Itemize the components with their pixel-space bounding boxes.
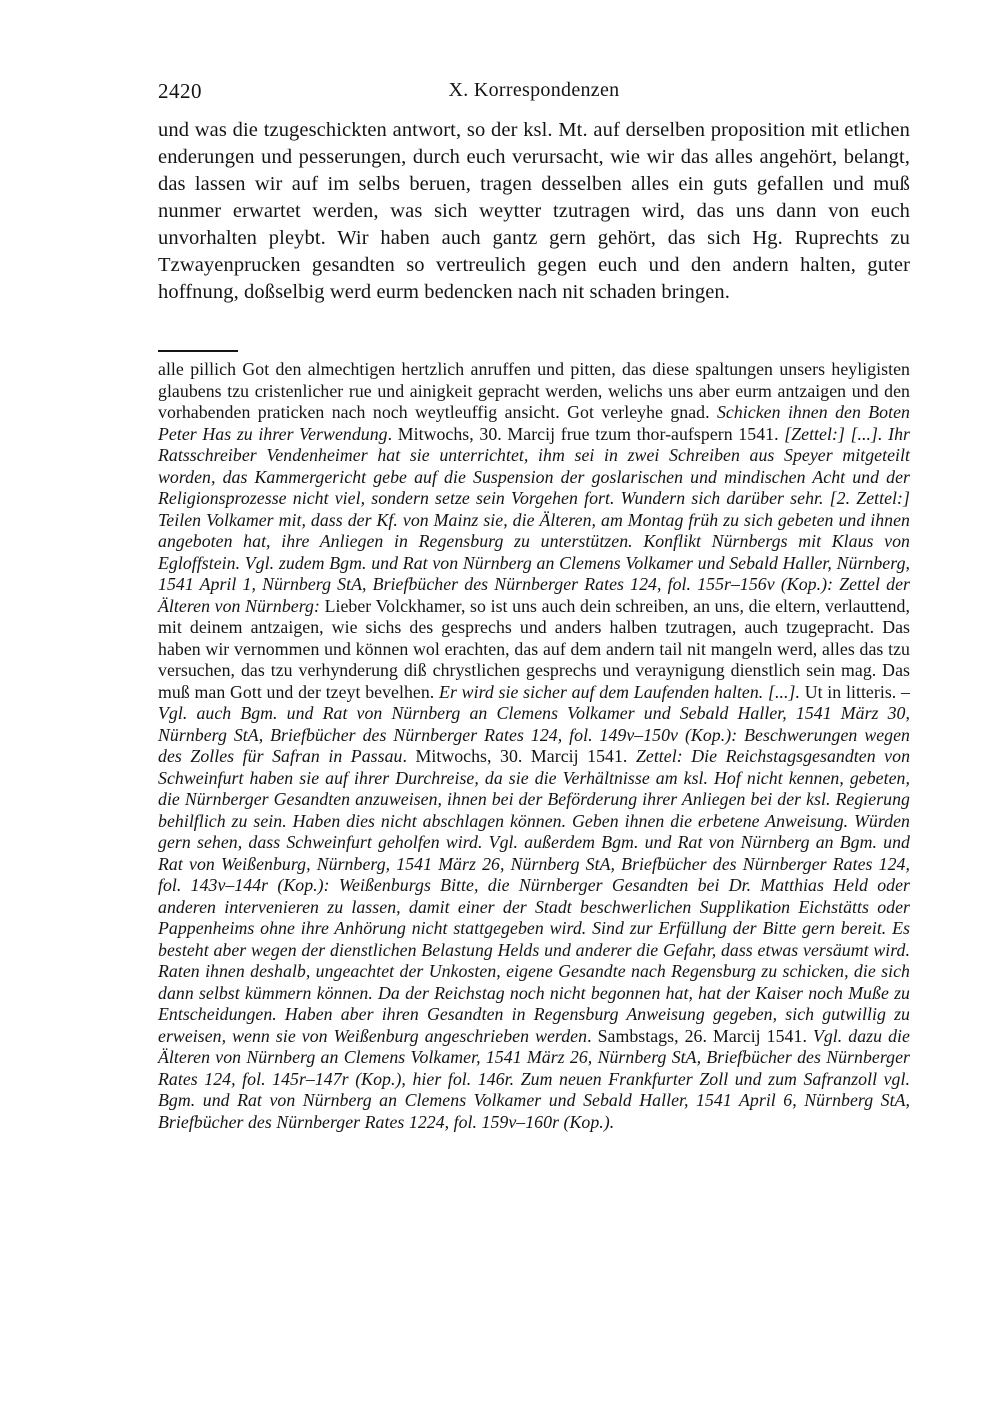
page-header [158,79,910,107]
footnote-run-roman: . Mitwochs, 30. Marcij frue tzum thor-aufspern 1541. [387,423,785,444]
footnote-run-italic: Schicken ihnen den Boten Peter Has zu ihrer Verwendung [158,402,910,444]
footnote-run-roman: Lieber Volckhamer, so ist uns auch dein schreiben, an uns, die eltern, verlauttend, mit deinem antzaigen, wie sichs des gesprechs und anders halben tzutragen, auch tzugepracht. Das haben wir vernommen und können wol erachten, das auf dem andern tail nit mangeln werd, alles das tzu versuchen, das tzu verhynderung diß chrystlichen gesprechs und veraynigung dienstlich sein mag. Das muß man Gott und der tzeyt bevelhen. [158,595,910,702]
footnote-separator-rule [158,350,238,352]
footnote-run-italic: Vgl. auch Bgm. und Rat von Nürnberg an Clemens Volkamer und Sebald Haller, 1541 März 30, Nürnberg StA, Briefbücher des Nürnberger Rates 124, fol. 149v–150v (Kop.): Beschwerungen wegen des Zolles für Safran in Passau [158,703,910,766]
footnote-run-italic: Vgl. dazu die Älteren von Nürnberg an Clemens Volkamer, 1541 März 26, Nürnberg StA, Briefbücher des Nürnberger Rates 124, fol. 145r–147r (Kop.), hier fol. 146r. Zum neuen Frankfurter Zoll und zum Safranzoll vgl. Bgm. und Rat von Nürnberg an Clemens Volkamer und Sebald Haller, 1541 April 6, Nürnberg StA, Briefbücher des Nürnberger Rates 1224, fol. 159v–160r (Kop.). [158,1025,910,1132]
main-text-paragraph: und was die tzugeschickten antwort, so der ksl. Mt. auf derselben proposition mit etlichen enderungen und pesserungen, durch euch verursacht, wie wir das alles angehört, belangt, das lassen wir auf im selbs beruen, tragen desselben alles ein guts gefallen und muß nunmer erwartet werden, was sich weytter tzutragen wird, das uns dann von euch unvorhalten pleybt. Wir haben auch gantz gern gehört, das sich Hg. Ruprechts zu Tzwayenprucken gesandten so vertreulich gegen euch und den andern halten, guter hoffnung, doßselbig werd eurm bedencken nach nit schaden bringen. [158,119,910,303]
page-number: 2420 [158,79,202,103]
footnote-run-roman: alle pillich Got den almechtigen hertzlich anruffen und pitten, das diese spaltungen unsers heyligisten glaubens tzu cristenlicher rue und ainigkeit gepracht werden, welichs uns aber eurm antzaigen und den vorhabenden praticken nach noch weytleuffig ansicht. Got verleyhe gnad. [158,359,910,422]
footnote-run-italic: Zettel: Die Reichstagsgesandten von Schweinfurt haben sie auf ihrer Durchreise, da sie die Verhältnisse am ksl. Hof nicht kennen, gebeten, die Nürnberger Gesandten anzuweisen, ihnen bei der Beförderung ihrer Anliegen bei der ksl. Regierung behilflich zu sein. Haben dies nicht abschlagen können. Geben ihnen die erbetene Anweisung. Würden gern sehen, dass Schweinfurt geholfen wird. Vgl. außerdem Bgm. und Rat von Nürnberg an Bgm. und Rat von Weißenburg, Nürnberg, 1541 März 26, Nürnberg StA, Briefbücher des Nürnberger Rates 124, fol. 143v–144r (Kop.): Weißenburgs Bitte, die Nürnberger Gesandten bei Dr. Matthias Held oder anderen intervenieren zu lassen, damit einer der Stadt beschwerlichen Supplikation Eichstätts oder Pappenheims ohne ihre Anhörung nicht stattgegeben wird. Sind zur Erfüllung der Bitte gern bereit. Es besteht aber wegen der dienstlichen Belastung Helds und anderer die Gefahr, dass etwas versäumt wird. Raten ihnen deshalb, ungeachtet der Unkosten, eigene Gesandte nach Regensburg zu schicken, die sich dann selbst kümmern können. Da der Reichstag noch nicht begonnen hat, hat der Kaiser noch Muße zu Entscheidungen. Haben aber ihren Gesandten in Regensburg Anweisung gegeben, sich gutwillig zu erweisen, wenn sie von Weißenburg angeschrieben werden [158,746,911,1046]
footnote-text [158,359,910,1133]
footnote-run-roman: . Sambstags, 26. Marcij 1541. [587,1025,813,1046]
running-head: X. Korrespondenzen [448,79,620,101]
footnote-run-roman: . Mitwochs, 30. Marcij 1541. [402,746,636,766]
footnote-run-roman: Ut in litteris. – [799,681,910,702]
footnote-run-italic: Er wird sie sicher auf dem Laufenden halten. [...]. [439,681,800,702]
footnote-run-italic: [Zettel:] [...]. Ihr Ratsschreiber Vendenheimer hat sie unterrichtet, ihm sei in zwei Schreiben aus Speyer mitgeteilt worden, das Kammergericht gebe auf die Suspension der goslarischen und mindischen Acht und der Religionsprozesse nicht viel, sondern setze sein Vorgehen fort. Wundern sich darüber sehr. [2. Zettel:] Teilen Volkamer mit, dass der Kf. von Mainz sie, die Älteren, am Montag früh zu sich gebeten und ihnen angeboten hat, ihre Anliegen in Regensburg zu unterstützen. Konflikt Nürnbergs mit Klaus von Egloffstein. Vgl. zudem Bgm. und Rat von Nürnberg an Clemens Volkamer und Sebald Haller, Nürnberg, 1541 April 1, Nürnberg StA, Briefbücher des Nürnberger Rates 124, fol. 155r–156v (Kop.): Zettel der Älteren von Nürnberg: [158,423,911,616]
